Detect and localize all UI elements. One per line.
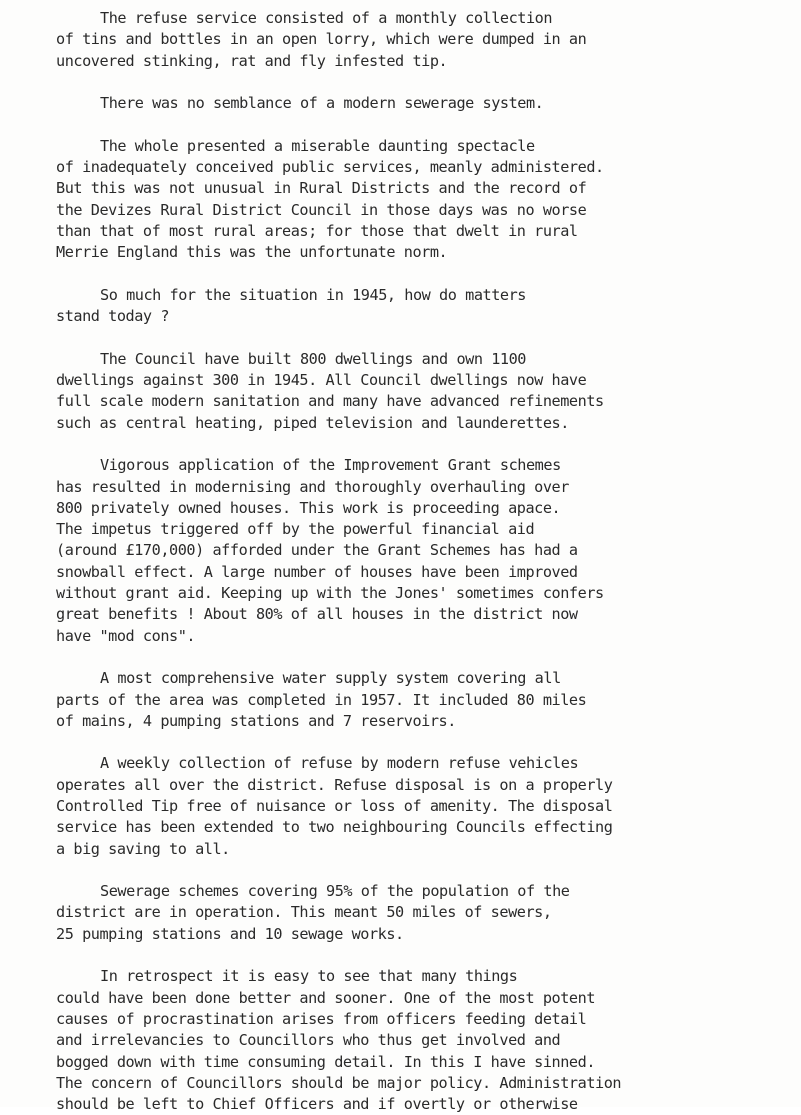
text-line: bogged down with time consuming detail. In this I have sinned.: [56, 1052, 596, 1071]
text-line: full scale modern sanitation and many have advanced refinements: [56, 392, 604, 411]
text-line: There was no semblance of a modern sewerage system.: [100, 94, 544, 113]
text-line: district are in operation. This meant 50 miles of sewers,: [56, 903, 552, 922]
text-line: service has been extended to two neighbouring Councils effecting: [56, 818, 613, 837]
paragraph-gap: [56, 114, 798, 135]
body-text: [56, 8, 798, 1115]
text-line: great benefits ! About 80% of all houses in the district now: [56, 605, 578, 624]
text-line: has resulted in modernising and thoroughly overhauling over: [56, 477, 569, 496]
paragraph: [56, 881, 798, 945]
paragraph-gap: [56, 434, 798, 455]
paragraph: [56, 455, 798, 647]
text-line: Merrie England this was the unfortunate norm.: [56, 243, 448, 262]
text-line: 25 pumping stations and 10 sewage works.: [56, 924, 404, 943]
text-line: A most comprehensive water supply system covering all: [100, 669, 561, 688]
text-line: than that of most rural areas; for those that dwelt in rural: [56, 221, 578, 240]
text-line: a big saving to all.: [56, 839, 230, 858]
text-line: uncovered stinking, rat and fly infested tip.: [56, 51, 448, 70]
text-line: A weekly collection of refuse by modern refuse vehicles: [100, 754, 579, 773]
paragraph-gap: [56, 732, 798, 753]
paragraph-gap: [56, 72, 798, 93]
text-line: snowball effect. A large number of houses have been improved: [56, 562, 578, 581]
text-line: of inadequately conceived public services, meanly administered.: [56, 158, 604, 177]
text-line: The impetus triggered off by the powerful financial aid: [56, 520, 535, 539]
text-line: without grant aid. Keeping up with the Jones' sometimes confers: [56, 584, 604, 603]
paragraph: [56, 93, 798, 114]
text-line: In retrospect it is easy to see that many things: [100, 967, 518, 986]
paragraph: [56, 668, 798, 732]
paragraph: [56, 285, 798, 328]
paragraph: [56, 753, 798, 859]
text-line: Vigorous application of the Improvement Grant schemes: [100, 456, 561, 475]
paragraph-gap: [56, 264, 798, 285]
paragraph: [56, 966, 798, 1115]
text-line: So much for the situation in 1945, how do matters: [100, 285, 526, 304]
paragraph-gap: [56, 945, 798, 966]
text-line: The whole presented a miserable daunting spectacle: [100, 136, 535, 155]
text-line: (around £170,000) afforded under the Grant Schemes has had a: [56, 541, 578, 560]
text-line: The refuse service consisted of a monthly collection: [100, 9, 553, 27]
text-line: have "mod cons".: [56, 626, 196, 645]
text-line: causes of procrastination arises from officers feeding detail: [56, 1009, 587, 1028]
text-line: could have been done better and sooner. One of the most potent: [56, 988, 596, 1007]
text-line: The concern of Councillors should be major policy. Administration: [56, 1073, 622, 1092]
text-line: of tins and bottles in an open lorry, which were dumped in an: [56, 30, 587, 49]
text-line: such as central heating, piped television and launderettes.: [56, 413, 569, 432]
paragraph-gap: [56, 647, 798, 668]
text-line: The Council have built 800 dwellings and own 1100: [100, 349, 526, 368]
text-line: operates all over the district. Refuse disposal is on a properly: [56, 775, 613, 794]
paragraph: [56, 349, 798, 434]
text-line: dwellings against 300 in 1945. All Council dwellings now have: [56, 371, 587, 390]
text-line: 800 privately owned houses. This work is proceeding apace.: [56, 498, 561, 517]
text-line: stand today ?: [56, 307, 170, 326]
paragraph: [56, 8, 798, 72]
text-line: and irrelevancies to Councillors who thus get involved and: [56, 1031, 561, 1050]
text-line: Sewerage schemes covering 95% of the population of the: [100, 882, 570, 901]
paragraph: [56, 136, 798, 264]
text-line: of mains, 4 pumping stations and 7 reservoirs.: [56, 711, 456, 730]
text-line: But this was not unusual in Rural Districts and the record of: [56, 179, 587, 198]
text-line: should be left to Chief Officers and if overtly or otherwise: [56, 1095, 578, 1114]
text-line: Controlled Tip free of nuisance or loss of amenity. The disposal: [56, 796, 613, 815]
paragraph-gap: [56, 860, 798, 881]
paragraph-gap: [56, 327, 798, 348]
text-line: the Devizes Rural District Council in those days was no worse: [56, 200, 587, 219]
text-line: parts of the area was completed in 1957. It included 80 miles: [56, 690, 587, 709]
